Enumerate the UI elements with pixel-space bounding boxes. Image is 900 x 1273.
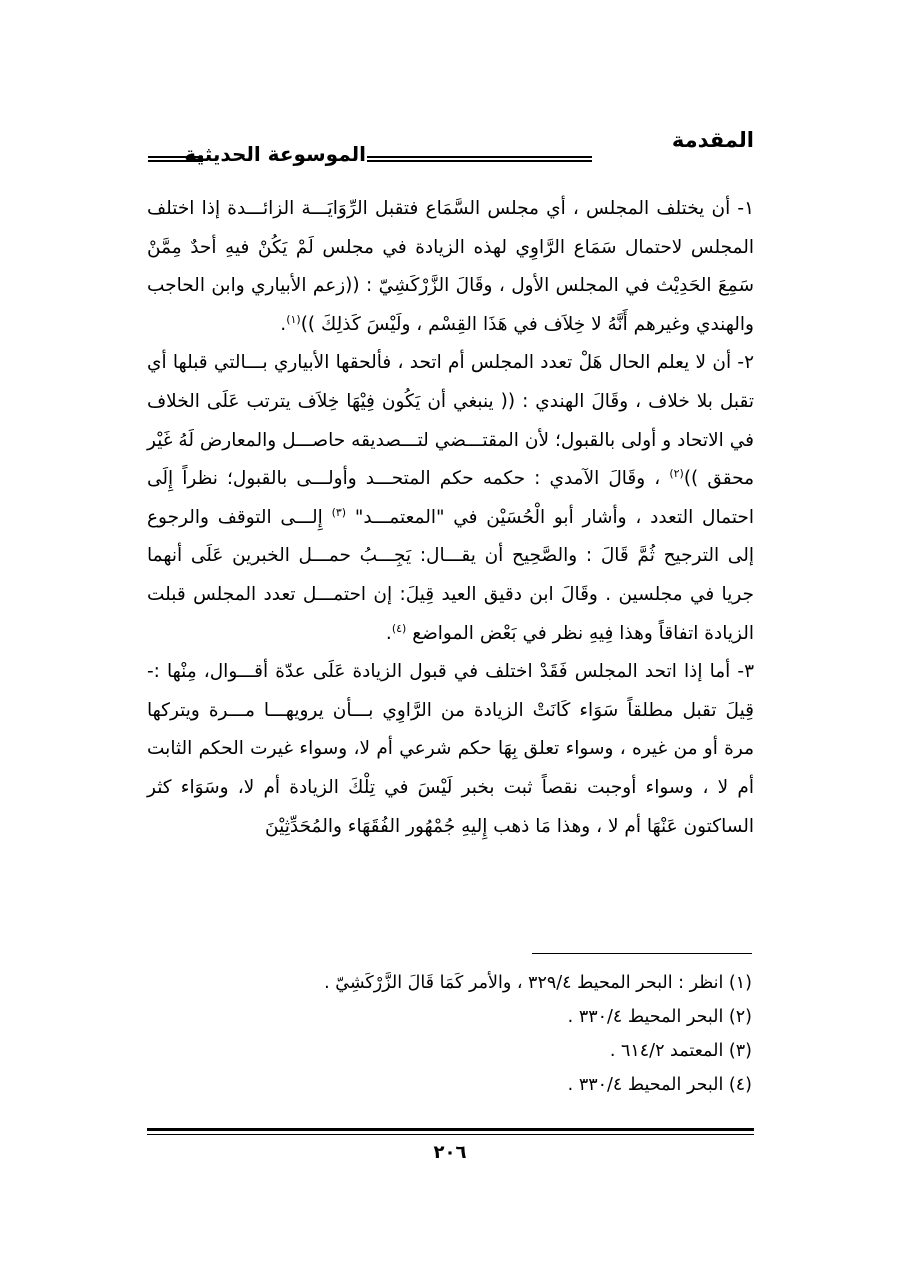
chapter-title: المقدمة [671, 128, 754, 152]
footnote-ref-3: (٣) [331, 505, 347, 519]
paragraph-1-period: . [280, 313, 287, 335]
paragraph-2-text-c: إِلـــى التوقف والرجوع إلى الترجيح ثُمَّ قَالَ : والصَّحِيح أن يقـــال: يَجِـــبُ حمـــل الخبرين عَلَى أنهما جريا في مجلسين . وقَالَ ابن دقيق العيد قِيلَ: إن احتمـــل تعدد المجلس قبلت الزيادة اتفاقاً وهذا فِيهِ نظر في بَعْض المواضع [147, 506, 754, 644]
header-rule-short [148, 156, 203, 162]
footnote-1: (١) انظر : البحر المحيط ٣٢٩/٤ ، والأمر كَمَا قَالَ الزَّرْكَشِيّ . [324, 973, 752, 993]
footnote-2: (٢) البحر المحيط ٣٣٠/٤ . [567, 1007, 752, 1027]
paragraph-1 [147, 190, 754, 344]
main-text [147, 190, 754, 846]
paragraph-3: ٣- أما إذا اتحد المجلس فَقَدْ اختلف في قبول الزيادة عَلَى عدّة أقـــوال، مِنْها :- قِيلَ تقبل مطلقاً سَوَاء كَانَتْ الزيادة من الرَّاوِي بـــأن يرويهـــا مـــرة ويتركها مرة أو من غيره ، وسواء تعلق بِهَا حكم شرعي أم لا، وسواء غيرت الحكم الثابت أم لا ، وسواء أوجبت نقصاً ثبت بخبر لَيْسَ في تِلْكَ الزيادة أم لا، وسَوَاء كثر الساكتون عَنْهَا أم لا ، وهذا مَا ذهب إِليهِ جُمْهُور الفُقَهَاء والمُحَدِّثِيْنَ [147, 661, 754, 837]
footnote-ref-2: (٢) [669, 467, 684, 480]
footer-rule [147, 1128, 754, 1135]
footnote-3: (٣) المعتمد ٦١٤/٢ . [609, 1041, 752, 1061]
page-number: ٢٠٦ [433, 1142, 467, 1163]
footnote-4: (٤) البحر المحيط ٣٣٠/٤ . [567, 1075, 752, 1095]
book-title: الموسوعة الحديثية [184, 142, 366, 166]
paragraph-2-text-b: ، وقَالَ الآمدي : حكمه حكم المتحـــد وأولـــى بالقبول؛ نظراً إِلَى احتمال التعدد ، وأشار أبو الْحُسَيْن في "المعتمـــد" [147, 468, 754, 528]
header-rule-long [367, 156, 592, 162]
footnote-ref-4: (٤) [391, 621, 407, 635]
footnotes [146, 966, 752, 1102]
footnote-ref-1: (١) [286, 312, 301, 326]
footnote-separator [532, 953, 752, 954]
running-header [148, 128, 754, 168]
paragraph-2-period: . [385, 622, 392, 644]
paragraph-2-text-a: ٢- أن لا يعلم الحال هَلْ تعدد المجلس أم اتحد ، فألحقها الأبياري بـــالتي قبلها أي تقبل بلا خلاف ، وقَالَ الهندي : (( ينبغي أن يَكُون فِيْهَا خِلاَف يترتب عَلَى الخلاف في الاتحاد و أولى بالقبول؛ لأن المقتـــضي لتـــصديقه حاصـــل والمعارض لَهُ غَيْر محقق )) [147, 352, 754, 490]
paragraph-1-text: ١- أن يختلف المجلس ، أي مجلس السَّمَاع فتقبل الرِّوَايَـــة الزائـــدة إذا اختلف المجلس لاحتمال سَمَاع الرَّاوِي لهذه الزيادة في مجلس لَمْ يَكُنْ فيهِ أحدٌ مِمَّنْ سَمِعَ الحَدِيْث في المجلس الأول ، وقَالَ الزَّرْكَشِيّ : ((زعم الأبياري وابن الحاجب والهندي وغيرهم أَنَّهُ لا خِلاَف في هَذَا القِسْم ، ولَيْسَ كَذلِكَ )) [147, 198, 754, 335]
paragraph-2 [147, 344, 754, 653]
